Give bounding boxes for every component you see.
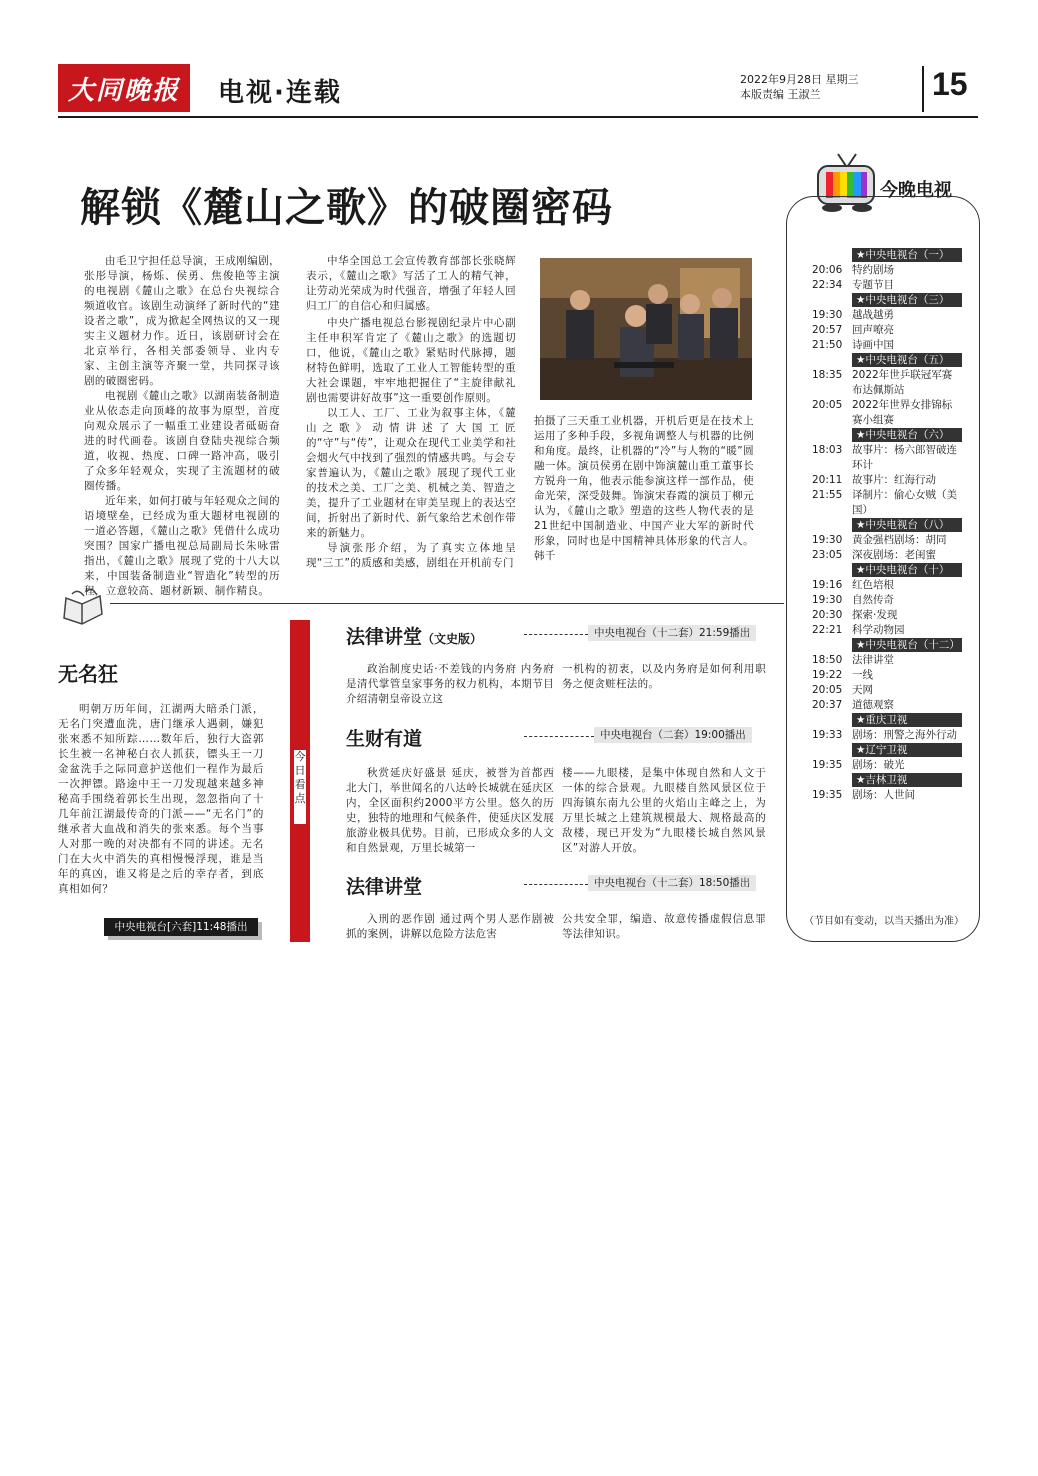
paragraph: 中央广播电视总台影视剧纪录片中心副主任申积军肯定了《麓山之歌》的选题切口，他说，《麓山之歌》紧贴时代脉搏，题材特色鲜明，选取了工业人工智能转型的重大社会课题，牢牢地把握住了“主旋律献礼剧也需要讲好故事”这一重要创作原则。 [306, 317, 516, 404]
tv-program-row [812, 338, 962, 353]
article-headline: 解锁《麓山之歌》的破圈密码 [80, 184, 613, 231]
paragraph: 由毛卫宁担任总导演，王成刚编剧，张彤导演，杨烁、侯勇、焦俊艳等主演的电视剧《麓山之歌》在总台央视综合频道收官。该剧生动演绎了新时代的“建设者之歌”，成为掀起全网热议的又一现实主义题材力作。近日，该剧研讨会在北京举行，各相关部委领导、业内专家、主创主演等齐聚一堂，共同探寻该剧的破圈密码。 [84, 255, 280, 387]
program-name: 2022年世界女排锦标赛小组赛 [852, 399, 953, 426]
program-name: 故事片：红海行动 [852, 474, 936, 486]
program-broadcast-tag: 中央电视台（十二套）21:59播出 [588, 625, 756, 641]
program-subtitle: （文史版） [422, 632, 483, 646]
tv-guide-note: （节目如有变动，以当天播出为准） [804, 916, 964, 927]
program-time: 19:33 [812, 729, 843, 741]
tv-program-row [812, 683, 962, 698]
section-divider [110, 603, 784, 604]
issue-date: 2022年9月28日 星期三 [740, 73, 859, 86]
tv-channel-header: ★中央电视台（一） [852, 248, 962, 262]
program-time: 18:03 [812, 444, 843, 456]
article-column-2 [306, 316, 516, 571]
program-time: 22:21 [812, 624, 843, 636]
program-time: 20:11 [812, 474, 843, 486]
tv-guide-list [812, 248, 962, 803]
article-column-2-top [306, 254, 516, 314]
program-time: 19:30 [812, 594, 843, 606]
program-time: 21:55 [812, 489, 843, 501]
tv-channel-header: ★中央电视台（三） [852, 293, 962, 307]
dashed-line [524, 736, 594, 737]
program-time: 21:50 [812, 339, 843, 351]
tv-program-row [812, 578, 962, 593]
tv-program-row [812, 593, 962, 608]
program-name: 一线 [852, 669, 873, 681]
program-name: 自然传奇 [852, 594, 894, 606]
program-name: 诗画中国 [852, 339, 894, 351]
tv-program-row [812, 623, 962, 638]
program-description-right [562, 766, 766, 856]
tv-channel-header: ★中央电视台（五） [852, 353, 962, 367]
masthead-divider [922, 66, 924, 112]
program-name: 剧场：刑警之海外行动 [852, 729, 957, 741]
program-time: 20:37 [812, 699, 843, 711]
program-name: 深夜剧场：老闺蜜 [852, 549, 936, 561]
tv-channel-header: ★中央电视台（十二） [852, 638, 962, 652]
tv-program-row [812, 398, 962, 428]
page-editor: 本版责编 王淑兰 [740, 88, 821, 101]
program-time: 20:05 [812, 684, 843, 696]
tv-program-row [812, 533, 962, 548]
program-name: 故事片：杨六郎智破连环计 [852, 444, 957, 471]
program-description-left [346, 912, 554, 942]
program-title [346, 724, 422, 751]
paragraph: 公共安全罪，编造、故意传播虚假信息罪等法律知识。 [562, 913, 766, 940]
program-time: 20:57 [812, 324, 843, 336]
program-name: 法律讲堂 [346, 876, 423, 898]
page-number: 15 [932, 66, 968, 102]
program-name: 法律讲堂 [346, 626, 423, 648]
paragraph: 近年来，如何打破与年轻观众之间的语境壁垒，已经成为重大题材电视剧的一道必答题，《麓山之歌》凭借什么成功突围？国家广播电视总局副局长朱咏雷指出，《麓山之歌》展现了党的十八大以来，中国装备制造业“智造化”转型的历程，立意较高、题材新颖、制作精良。 [84, 495, 280, 597]
tv-program-row [812, 758, 962, 773]
program-name: 探索·发现 [852, 609, 898, 621]
tv-channel-header: ★吉林卫视 [852, 773, 962, 787]
tv-program-row [812, 368, 962, 398]
paragraph: 入刑的恶作剧 通过两个男人恶作剧被抓的案例，讲解以危险方法危害 [346, 913, 554, 940]
tv-program-row [812, 473, 962, 488]
program-name: 特约剧场 [852, 264, 894, 276]
paragraph: 楼——九眼楼，是集中体现自然和人文于一体的综合景观。九眼楼自然风景区位于四海镇东南九公里的火焰山主峰之上，为万里长城之上建筑规模最大、规格最高的敌楼，现已开发为“九眼楼长城自然风景区”对游人开放。 [562, 767, 766, 854]
program-time: 22:34 [812, 279, 843, 291]
program-time: 18:35 [812, 369, 843, 381]
paragraph: 一机构的初衷，以及内务府是如何利用职务之便贪赃枉法的。 [562, 663, 766, 690]
book-decoration-icon [60, 588, 106, 628]
program-time: 20:05 [812, 399, 843, 411]
program-name: 2022年世乒联冠军赛布达佩斯站 [852, 369, 953, 396]
section-title: 电视·连载 [218, 78, 342, 108]
tv-channel-header: ★重庆卫视 [852, 713, 962, 727]
drama-still-photo [540, 258, 752, 400]
tv-program-row [812, 548, 962, 563]
serial-body [58, 702, 264, 897]
program-description-left [346, 662, 554, 707]
newspaper-logo: 大同晚报 [58, 64, 190, 112]
highlights-label: 今日看点 [294, 750, 306, 824]
dashed-line [524, 884, 588, 885]
tv-program-row [812, 278, 962, 293]
program-time: 19:35 [812, 789, 843, 801]
paragraph: 中华全国总工会宣传教育部部长张晓辉表示，《麓山之歌》写活了工人的精气神，让劳动光荣成为时代强音，增强了年轻人回归工厂的自信心和归属感。 [306, 255, 516, 312]
tv-program-row [812, 443, 962, 473]
date-editor-block [740, 72, 859, 102]
program-name: 天网 [852, 684, 873, 696]
tv-program-row [812, 653, 962, 668]
tv-program-row [812, 488, 962, 518]
paragraph: 以工人、工厂、工业为叙事主体，《麓山之歌》动情讲述了大国工匠的“守”与“传”，让观众在现代工业美学和社会烟火气中找到了强烈的情感共鸣。与会专家普遍认为，《麓山之歌》展现了现代工业的技术之美、工厂之美、机械之美、智造之美，提升了工业题材在审美呈现上的表达空间，折射出了新时代、新气象给艺术创作带来的新魅力。 [306, 407, 516, 539]
program-broadcast-tag: 中央电视台（十二套）18:50播出 [588, 875, 756, 891]
paragraph: 秋赏延庆好盛景 延庆，被誉为首都西北大门，举世闻名的八达岭长城就在延庆区内，全区面积约2000平方公里。悠久的历史，独特的地理和气候条件，使延庆区发展旅游业极具优势。目前，已形成众多的人文和自然景观，万里长城第一 [346, 767, 554, 854]
program-time: 23:05 [812, 549, 843, 561]
paragraph: 明朝万历年间，江湖两大暗杀门派，无名门突遭血洗，唐门继承人遇刺，嫌犯张來悉不知所踪……数年后，独行大盗郭长生被一名神秘白衣人抓获，镖头王一刀金盆洗手之际同意护送他们一程作为最后一次押镖。路途中王一刀发现越来越多神秘高手围绕着郭长生出现，忽忽指向了十几年前江湖最传奇的门派——“无名门”的继承者大血战和消失的张來悉。每个当事人对那一晚的对决都有不同的讲述。无名门在大火中消失的真相慢慢浮现，谁是当年的真凶，谁又将是之后的幸存者，到底真相如何？ [58, 703, 264, 895]
program-name: 回声嘹亮 [852, 324, 894, 336]
tv-program-row [812, 788, 962, 803]
paragraph: 导演张彤介绍，为了真实立体地呈现“三工”的质感和美感，剧组在开机前专门 [306, 542, 516, 569]
program-name: 越战越勇 [852, 309, 894, 321]
program-description-left [346, 766, 554, 856]
program-name: 专题节目 [852, 279, 894, 291]
tv-program-row [812, 698, 962, 713]
program-name: 剧场：破光 [852, 759, 905, 771]
dashed-line [524, 634, 588, 635]
program-time: 19:30 [812, 534, 843, 546]
program-description-right [562, 912, 766, 942]
program-time: 19:16 [812, 579, 843, 591]
program-name: 道德观察 [852, 699, 894, 711]
program-name: 剧场：人世间 [852, 789, 915, 801]
program-time: 20:06 [812, 264, 843, 276]
program-time: 18:50 [812, 654, 843, 666]
paragraph: 电视剧《麓山之歌》以湖南装备制造业从依态走向顶峰的故事为原型，首度向观众展示了一幅重工业建设者砥砺奋进的时代画卷。该剧自登陆央视综合频道，收视、热度、口碑一路冲高，吸引了众多年轻观众，实现了主流题材的破圈传播。 [84, 390, 280, 492]
serial-title: 无名狂 [58, 662, 118, 686]
tv-channel-header: ★中央电视台（八） [852, 518, 962, 532]
tv-program-row [812, 263, 962, 278]
tv-guide-title: 今晚电视 [880, 180, 952, 201]
program-title [346, 872, 422, 899]
serial-broadcast-tag: 中央电视台[六套]11:48播出 [104, 918, 258, 936]
tv-program-row [812, 668, 962, 683]
program-name: 译制片：偷心女贼（美国） [852, 489, 957, 516]
program-time: 19:35 [812, 759, 843, 771]
masthead-rule [58, 116, 978, 118]
program-time: 19:30 [812, 309, 843, 321]
program-name: 科学动物园 [852, 624, 905, 636]
program-time: 20:30 [812, 609, 843, 621]
tv-program-row [812, 308, 962, 323]
article-column-3 [534, 414, 754, 564]
program-name: 法律讲堂 [852, 654, 894, 666]
tv-program-row [812, 323, 962, 338]
tv-channel-header: ★辽宁卫视 [852, 743, 962, 757]
program-name: 生财有道 [346, 728, 423, 750]
program-time: 19:22 [812, 669, 843, 681]
tv-program-row [812, 728, 962, 743]
program-broadcast-tag: 中央电视台（二套）19:00播出 [594, 727, 752, 743]
tv-program-row [812, 608, 962, 623]
program-name: 红色培根 [852, 579, 894, 591]
program-title [346, 622, 482, 649]
tv-channel-header: ★中央电视台（六） [852, 428, 962, 442]
program-name: 黄金强档剧场：胡同 [852, 534, 947, 546]
tv-channel-header: ★中央电视台（十） [852, 563, 962, 577]
article-column-1 [84, 254, 280, 599]
program-description-right [562, 662, 766, 692]
paragraph: 拍摄了三天重工业机器，开机后更是在技术上运用了多种手段，多视角调整人与机器的比例和角度。最终，让机器的“冷”与人物的“暖”圆融一体。演员侯勇在剧中饰演麓山重工董事长方锐舟一角，他表示能参演这样一部作品，使命光荣，深受鼓舞。饰演宋春霞的演员丁柳元认为，《麓山之歌》塑造的这些人物代表的是21世纪中国制造业、中国产业大军的新时代形象，同时也是中国精神具体形象的代言人。 韩千 [534, 415, 754, 562]
paragraph: 政治制度史话·不差钱的内务府 内务府是清代掌管皇家事务的权力机构，本期节目介绍清朝皇帝设立这 [346, 663, 554, 705]
